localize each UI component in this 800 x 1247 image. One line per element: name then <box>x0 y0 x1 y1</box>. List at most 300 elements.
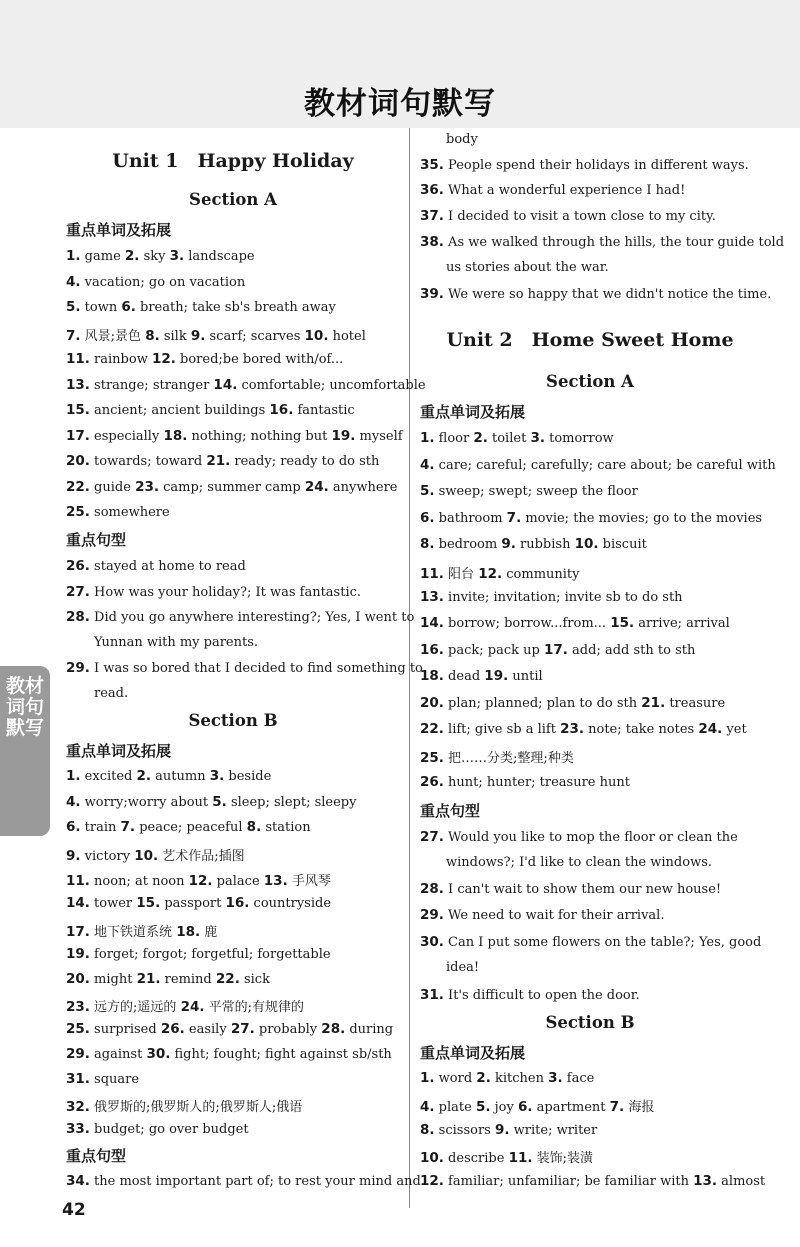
item-answer: add; add sth to sth <box>567 643 696 658</box>
item-answer: We need to wait for their arrival. <box>443 908 665 923</box>
item-number: 23. <box>66 999 90 1015</box>
item-number: 5. <box>475 1099 491 1115</box>
vocab-line <box>66 819 311 835</box>
item-number: 8. <box>145 328 160 344</box>
vocab-line <box>420 615 730 631</box>
vocab-line <box>420 747 574 766</box>
item-number: 2. <box>136 768 152 784</box>
item-answer: care; careful; carefully; care about; be careful with <box>434 458 776 473</box>
item-answer: passport <box>160 896 222 911</box>
vocab-line <box>66 895 331 911</box>
vocab-line <box>66 921 217 940</box>
item-answer: sick <box>239 972 270 987</box>
item-number: 7. <box>506 510 522 526</box>
item-number: 21. <box>641 695 666 711</box>
item-answer: rainbow <box>89 352 148 367</box>
vocab-line <box>420 510 762 526</box>
item-number: 39. <box>420 286 444 302</box>
item-answer: Can I put some flowers on the table?; Yes, good <box>443 935 762 950</box>
item-number: 13. <box>66 377 90 393</box>
item-number: 11. <box>420 566 444 582</box>
item-number: 3. <box>548 1070 563 1086</box>
item-answer: forget; forgot; forgetful; forgettable <box>89 947 331 962</box>
item-number: 27. <box>66 584 90 600</box>
item-answer: 海报 <box>624 1100 655 1115</box>
item-number: 21. <box>136 971 161 987</box>
item-answer: nothing; nothing but <box>187 429 328 444</box>
item-answer: 阳台 <box>443 567 475 582</box>
item-answer: I decided to visit a town close to my city. <box>443 209 716 224</box>
item-answer: We were so happy that we didn't notice the time. <box>443 287 772 302</box>
item-answer: scarf; scarves <box>205 329 301 344</box>
item-number: 6. <box>420 510 435 526</box>
item-number: 5. <box>212 794 227 810</box>
item-answer: camp; summer camp <box>158 480 301 495</box>
unit-title: Unit 1 Happy Holiday <box>112 150 354 172</box>
vocab-heading: 重点单词及拓展 <box>420 403 526 421</box>
item-answer: especially <box>89 429 160 444</box>
item-answer: somewhere <box>89 505 170 520</box>
vocab-line <box>420 721 747 737</box>
section-title: Section A <box>546 372 634 391</box>
item-answer: peace; peaceful <box>135 820 243 835</box>
item-answer: worry;worry about <box>80 795 209 810</box>
vocab-line <box>420 642 695 658</box>
item-answer: toilet <box>487 431 527 446</box>
item-answer: What a wonderful experience I had! <box>443 183 686 198</box>
item-answer: game <box>80 249 121 264</box>
item-number: 1. <box>66 248 81 264</box>
item-answer: fantastic <box>293 403 355 418</box>
vocab-line <box>420 430 614 446</box>
item-answer: stayed at home to read <box>89 559 246 574</box>
item-number: 38. <box>420 234 444 250</box>
item-answer: 俄罗斯的;俄罗斯人的;俄罗斯人;俄语 <box>89 1100 303 1115</box>
vocab-line <box>420 1173 765 1189</box>
vocab-line <box>66 1121 249 1137</box>
vocab-line <box>66 971 270 987</box>
item-number: 10. <box>420 1150 444 1166</box>
item-number: 17. <box>544 642 568 658</box>
item-answer: hotel <box>328 329 366 344</box>
vocab-line <box>66 845 245 864</box>
vocab-line <box>66 794 356 810</box>
item-number: 21. <box>206 453 231 469</box>
item-number: 14. <box>420 615 444 631</box>
page-title: 教材词句默写 <box>304 86 496 122</box>
vocab-line <box>420 1070 594 1086</box>
item-number: 4. <box>66 274 81 290</box>
item-number: 26. <box>420 774 444 790</box>
item-answer: plate <box>434 1100 472 1115</box>
item-number: 28. <box>66 609 90 625</box>
sentence-line <box>420 881 721 897</box>
vocab-line <box>66 377 426 393</box>
item-number: 30. <box>146 1046 171 1062</box>
item-answer: train <box>80 820 117 835</box>
item-answer: anywhere <box>328 480 398 495</box>
item-answer: It's difficult to open the door. <box>443 988 640 1003</box>
item-number: 22. <box>66 479 90 495</box>
item-answer: palace <box>212 874 260 889</box>
item-answer: word <box>434 1071 473 1086</box>
sentence-line <box>66 1173 421 1189</box>
item-number: 3. <box>209 768 225 784</box>
item-number: 24. <box>180 999 205 1015</box>
item-answer: I was so bored that I decided to find something to <box>89 661 423 676</box>
vocab-line <box>420 1096 654 1115</box>
item-number: 19. <box>331 428 356 444</box>
item-answer: fight; fought; fight against sb/sth <box>170 1047 392 1062</box>
vocab-heading: 重点单词及拓展 <box>66 221 172 239</box>
item-answer: biscuit <box>598 537 647 552</box>
item-answer: How was your holiday?; It was fantastic. <box>89 585 362 600</box>
item-number: 37. <box>420 208 444 224</box>
item-number: 4. <box>420 457 435 473</box>
item-number: 16. <box>269 402 294 418</box>
item-answer: write; writer <box>509 1123 598 1138</box>
vocab-line <box>66 870 331 889</box>
side-tab <box>0 666 50 836</box>
vocab-line <box>66 299 336 315</box>
vocab-line <box>66 351 343 367</box>
vocab-line <box>66 1021 393 1037</box>
item-answer: square <box>89 1072 140 1087</box>
item-number: 9. <box>501 536 516 552</box>
item-answer: countryside <box>249 896 332 911</box>
item-number: 1. <box>66 768 81 784</box>
item-answer: almost <box>717 1174 766 1189</box>
item-number: 29. <box>420 907 444 923</box>
item-answer: apartment <box>532 1100 606 1115</box>
item-answer: victory <box>80 849 131 864</box>
vocab-line <box>66 1071 139 1087</box>
item-answer: 艺术作品;插图 <box>158 849 245 864</box>
item-answer: hunt; hunter; treasure hunt <box>443 775 630 790</box>
sentence-continuation: read. <box>94 686 129 701</box>
item-number: 12. <box>151 351 176 367</box>
item-answer: face <box>562 1071 595 1086</box>
item-number: 27. <box>420 829 444 845</box>
item-answer: 远方的;遥远的 <box>89 1000 177 1015</box>
item-number: 23. <box>135 479 159 495</box>
item-answer: until <box>508 669 543 684</box>
item-number: 9. <box>190 328 206 344</box>
item-answer: guide <box>89 480 131 495</box>
sentence-line <box>420 286 771 302</box>
item-number: 12. <box>420 1173 444 1189</box>
item-number: 4. <box>66 794 81 810</box>
item-number: 31. <box>66 1071 90 1087</box>
item-number: 5. <box>420 483 435 499</box>
item-number: 29. <box>66 660 90 676</box>
item-number: 8. <box>420 1122 435 1138</box>
sentence-heading: 重点句型 <box>66 531 127 549</box>
section-title: Section B <box>545 1013 635 1032</box>
item-number: 7. <box>66 328 81 344</box>
item-answer: floor <box>434 431 470 446</box>
vocab-line <box>66 402 355 418</box>
vocab-line <box>420 774 630 790</box>
item-number: 11. <box>508 1150 533 1166</box>
item-answer: autumn <box>151 769 206 784</box>
item-number: 17. <box>66 924 90 940</box>
item-answer: arrive; arrival <box>634 616 730 631</box>
item-answer: treasure <box>665 696 726 711</box>
item-answer: surprised <box>89 1022 157 1037</box>
item-number: 16. <box>225 895 250 911</box>
item-number: 10. <box>134 848 159 864</box>
item-answer: sky <box>139 249 166 264</box>
sentence-line <box>66 609 414 625</box>
item-number: 22. <box>420 721 444 737</box>
sentence-line <box>66 558 246 574</box>
sentence-continuation: Yunnan with my parents. <box>94 635 259 650</box>
side-tab-label: 教材词句默写 <box>5 675 44 739</box>
vocab-line <box>420 483 638 499</box>
vocab-line <box>66 1046 392 1062</box>
item-answer: borrow; borrow...from... <box>443 616 607 631</box>
item-answer: comfortable; uncomfortable <box>237 378 426 393</box>
sentence-line <box>420 829 738 845</box>
sentence-line <box>420 208 716 224</box>
item-number: 6. <box>517 1099 533 1115</box>
item-number: 7. <box>609 1099 625 1115</box>
item-answer: dead <box>443 669 481 684</box>
item-number: 20. <box>420 695 444 711</box>
item-number: 11. <box>66 351 90 367</box>
item-number: 26. <box>160 1021 185 1037</box>
section-title: Section A <box>189 190 277 209</box>
item-number: 14. <box>66 895 90 911</box>
vocab-line <box>420 1147 593 1166</box>
item-number: 13. <box>693 1173 718 1189</box>
item-answer: beside <box>224 769 272 784</box>
item-answer: 风景;景色 <box>80 329 142 344</box>
item-number: 10. <box>304 328 329 344</box>
item-number: 13. <box>263 873 288 889</box>
vocab-line <box>420 668 543 684</box>
vocab-line <box>66 479 398 495</box>
item-answer: bedroom <box>434 537 498 552</box>
item-number: 26. <box>66 558 90 574</box>
item-number: 24. <box>304 479 329 495</box>
item-number: 25. <box>66 504 90 520</box>
sentence-line <box>420 987 640 1003</box>
sentence-line <box>420 907 664 923</box>
item-number: 22. <box>215 971 240 987</box>
item-answer: familiar; unfamiliar; be familiar with <box>443 1174 689 1189</box>
item-answer: 地下铁道系统 <box>89 925 173 940</box>
sentence-line <box>420 182 685 198</box>
vocab-line <box>420 1122 597 1138</box>
item-answer: bored;be bored with/of... <box>175 352 344 367</box>
item-answer: station <box>261 820 311 835</box>
vocab-line <box>66 996 304 1015</box>
vocab-line <box>66 428 403 444</box>
unit-title: Unit 2 Home Sweet Home <box>446 329 734 351</box>
item-answer: might <box>89 972 133 987</box>
vocab-line <box>66 248 255 264</box>
sentence-heading: 重点句型 <box>66 1147 127 1165</box>
item-number: 31. <box>420 987 444 1003</box>
item-answer: probably <box>254 1022 318 1037</box>
item-number: 2. <box>476 1070 491 1086</box>
item-number: 4. <box>420 1099 435 1115</box>
sentence-heading: 重点句型 <box>420 802 481 820</box>
item-answer: against <box>89 1047 143 1062</box>
item-answer: describe <box>443 1151 505 1166</box>
item-number: 9. <box>66 848 81 864</box>
item-answer: remind <box>160 972 212 987</box>
item-number: 32. <box>66 1099 90 1115</box>
item-answer: town <box>80 300 118 315</box>
vocab-line <box>66 453 379 469</box>
item-answer: bathroom <box>434 511 503 526</box>
item-answer: I can't wait to show them our new house! <box>443 882 722 897</box>
item-number: 12. <box>478 566 503 582</box>
item-number: 34. <box>66 1173 90 1189</box>
item-number: 17. <box>66 428 90 444</box>
item-number: 13. <box>420 589 444 605</box>
item-number: 8. <box>246 819 262 835</box>
vocab-line <box>420 589 683 605</box>
item-answer: Would you like to mop the floor or clean the <box>443 830 738 845</box>
item-number: 15. <box>136 895 161 911</box>
item-number: 7. <box>120 819 136 835</box>
item-answer: People spend their holidays in different ways. <box>443 158 749 173</box>
item-number: 15. <box>610 615 635 631</box>
sentence-continuation: windows?; I'd like to clean the windows. <box>446 855 712 870</box>
item-number: 6. <box>121 299 136 315</box>
item-number: 2. <box>473 430 488 446</box>
item-answer: Did you go anywhere interesting?; Yes, I went to <box>89 610 415 625</box>
item-number: 10. <box>574 536 599 552</box>
vocab-line <box>420 563 580 582</box>
sentence-line <box>420 234 784 250</box>
sentence-continuation: body <box>446 132 478 147</box>
item-number: 11. <box>66 873 90 889</box>
item-number: 16. <box>420 642 444 658</box>
item-number: 14. <box>213 377 238 393</box>
vocab-heading: 重点单词及拓展 <box>66 742 172 760</box>
item-number: 19. <box>484 668 509 684</box>
item-answer: silk <box>159 329 187 344</box>
item-number: 27. <box>230 1021 255 1037</box>
item-answer: pack; pack up <box>443 643 540 658</box>
vocab-heading: 重点单词及拓展 <box>420 1044 526 1062</box>
item-number: 1. <box>420 430 435 446</box>
item-answer: joy <box>490 1100 514 1115</box>
item-answer: excited <box>80 769 133 784</box>
item-answer: movie; the movies; go to the movies <box>521 511 763 526</box>
sentence-continuation: us stories about the war. <box>446 260 609 275</box>
item-number: 20. <box>66 453 90 469</box>
item-number: 28. <box>420 881 444 897</box>
item-answer: towards; toward <box>89 454 203 469</box>
item-number: 6. <box>66 819 81 835</box>
vocab-line <box>420 695 725 711</box>
item-answer: lift; give sb a lift <box>443 722 556 737</box>
page-number: 42 <box>62 1200 86 1220</box>
item-answer: the most important part of; to rest your mind and <box>89 1174 421 1189</box>
item-answer: note; take notes <box>584 722 695 737</box>
vocab-line <box>420 457 776 473</box>
item-number: 1. <box>420 1070 435 1086</box>
item-answer: noon; at noon <box>89 874 185 889</box>
item-answer: rubbish <box>515 537 571 552</box>
item-number: 33. <box>66 1121 90 1137</box>
item-number: 30. <box>420 934 444 950</box>
vocab-line <box>420 536 647 552</box>
sentence-line <box>420 157 749 173</box>
sentence-line <box>420 934 761 950</box>
item-answer: plan; planned; plan to do sth <box>443 696 638 711</box>
item-answer: strange; stranger <box>89 378 210 393</box>
item-number: 29. <box>66 1046 90 1062</box>
item-number: 12. <box>188 873 213 889</box>
item-answer: tomorrow <box>544 431 614 446</box>
item-number: 18. <box>163 428 188 444</box>
item-answer: myself <box>355 429 403 444</box>
item-number: 15. <box>66 402 90 418</box>
item-answer: 把……分类;整理;种类 <box>443 751 574 766</box>
item-number: 19. <box>66 946 90 962</box>
item-answer: ready; ready to do sth <box>230 454 380 469</box>
item-number: 3. <box>169 248 185 264</box>
item-answer: 手风琴 <box>287 874 331 889</box>
sentence-continuation: idea! <box>446 960 480 975</box>
item-answer: breath; take sb's breath away <box>135 300 336 315</box>
item-answer: scissors <box>434 1123 491 1138</box>
sentence-line <box>66 584 361 600</box>
vocab-line <box>66 768 271 784</box>
item-answer: during <box>345 1022 394 1037</box>
item-number: 23. <box>560 721 584 737</box>
vocab-line <box>66 946 331 962</box>
vocab-line <box>66 274 245 290</box>
item-number: 28. <box>321 1021 346 1037</box>
item-answer: invite; invitation; invite sb to do sth <box>443 590 683 605</box>
item-number: 36. <box>420 182 444 198</box>
item-answer: tower <box>89 896 133 911</box>
item-answer: vacation; go on vacation <box>80 275 246 290</box>
item-number: 5. <box>66 299 81 315</box>
item-number: 20. <box>66 971 90 987</box>
item-answer: landscape <box>184 249 255 264</box>
vocab-line <box>66 1096 302 1115</box>
item-number: 25. <box>420 750 444 766</box>
sentence-line <box>66 660 423 676</box>
item-answer: ancient; ancient buildings <box>89 403 266 418</box>
item-number: 2. <box>124 248 140 264</box>
item-answer: 装饰;装潢 <box>532 1151 593 1166</box>
item-answer: 平常的;有规律的 <box>204 1000 305 1015</box>
vocab-line <box>66 504 170 520</box>
item-answer: yet <box>722 722 747 737</box>
item-answer: kitchen <box>490 1071 544 1086</box>
item-number: 18. <box>420 668 444 684</box>
item-answer: sweep; swept; sweep the floor <box>434 484 638 499</box>
item-number: 18. <box>176 924 201 940</box>
item-answer: easily <box>184 1022 227 1037</box>
item-answer: As we walked through the hills, the tour guide told <box>443 235 785 250</box>
section-title: Section B <box>188 711 278 730</box>
item-answer: budget; go over budget <box>89 1122 249 1137</box>
item-number: 3. <box>530 430 545 446</box>
item-number: 8. <box>420 536 435 552</box>
item-number: 9. <box>494 1122 510 1138</box>
